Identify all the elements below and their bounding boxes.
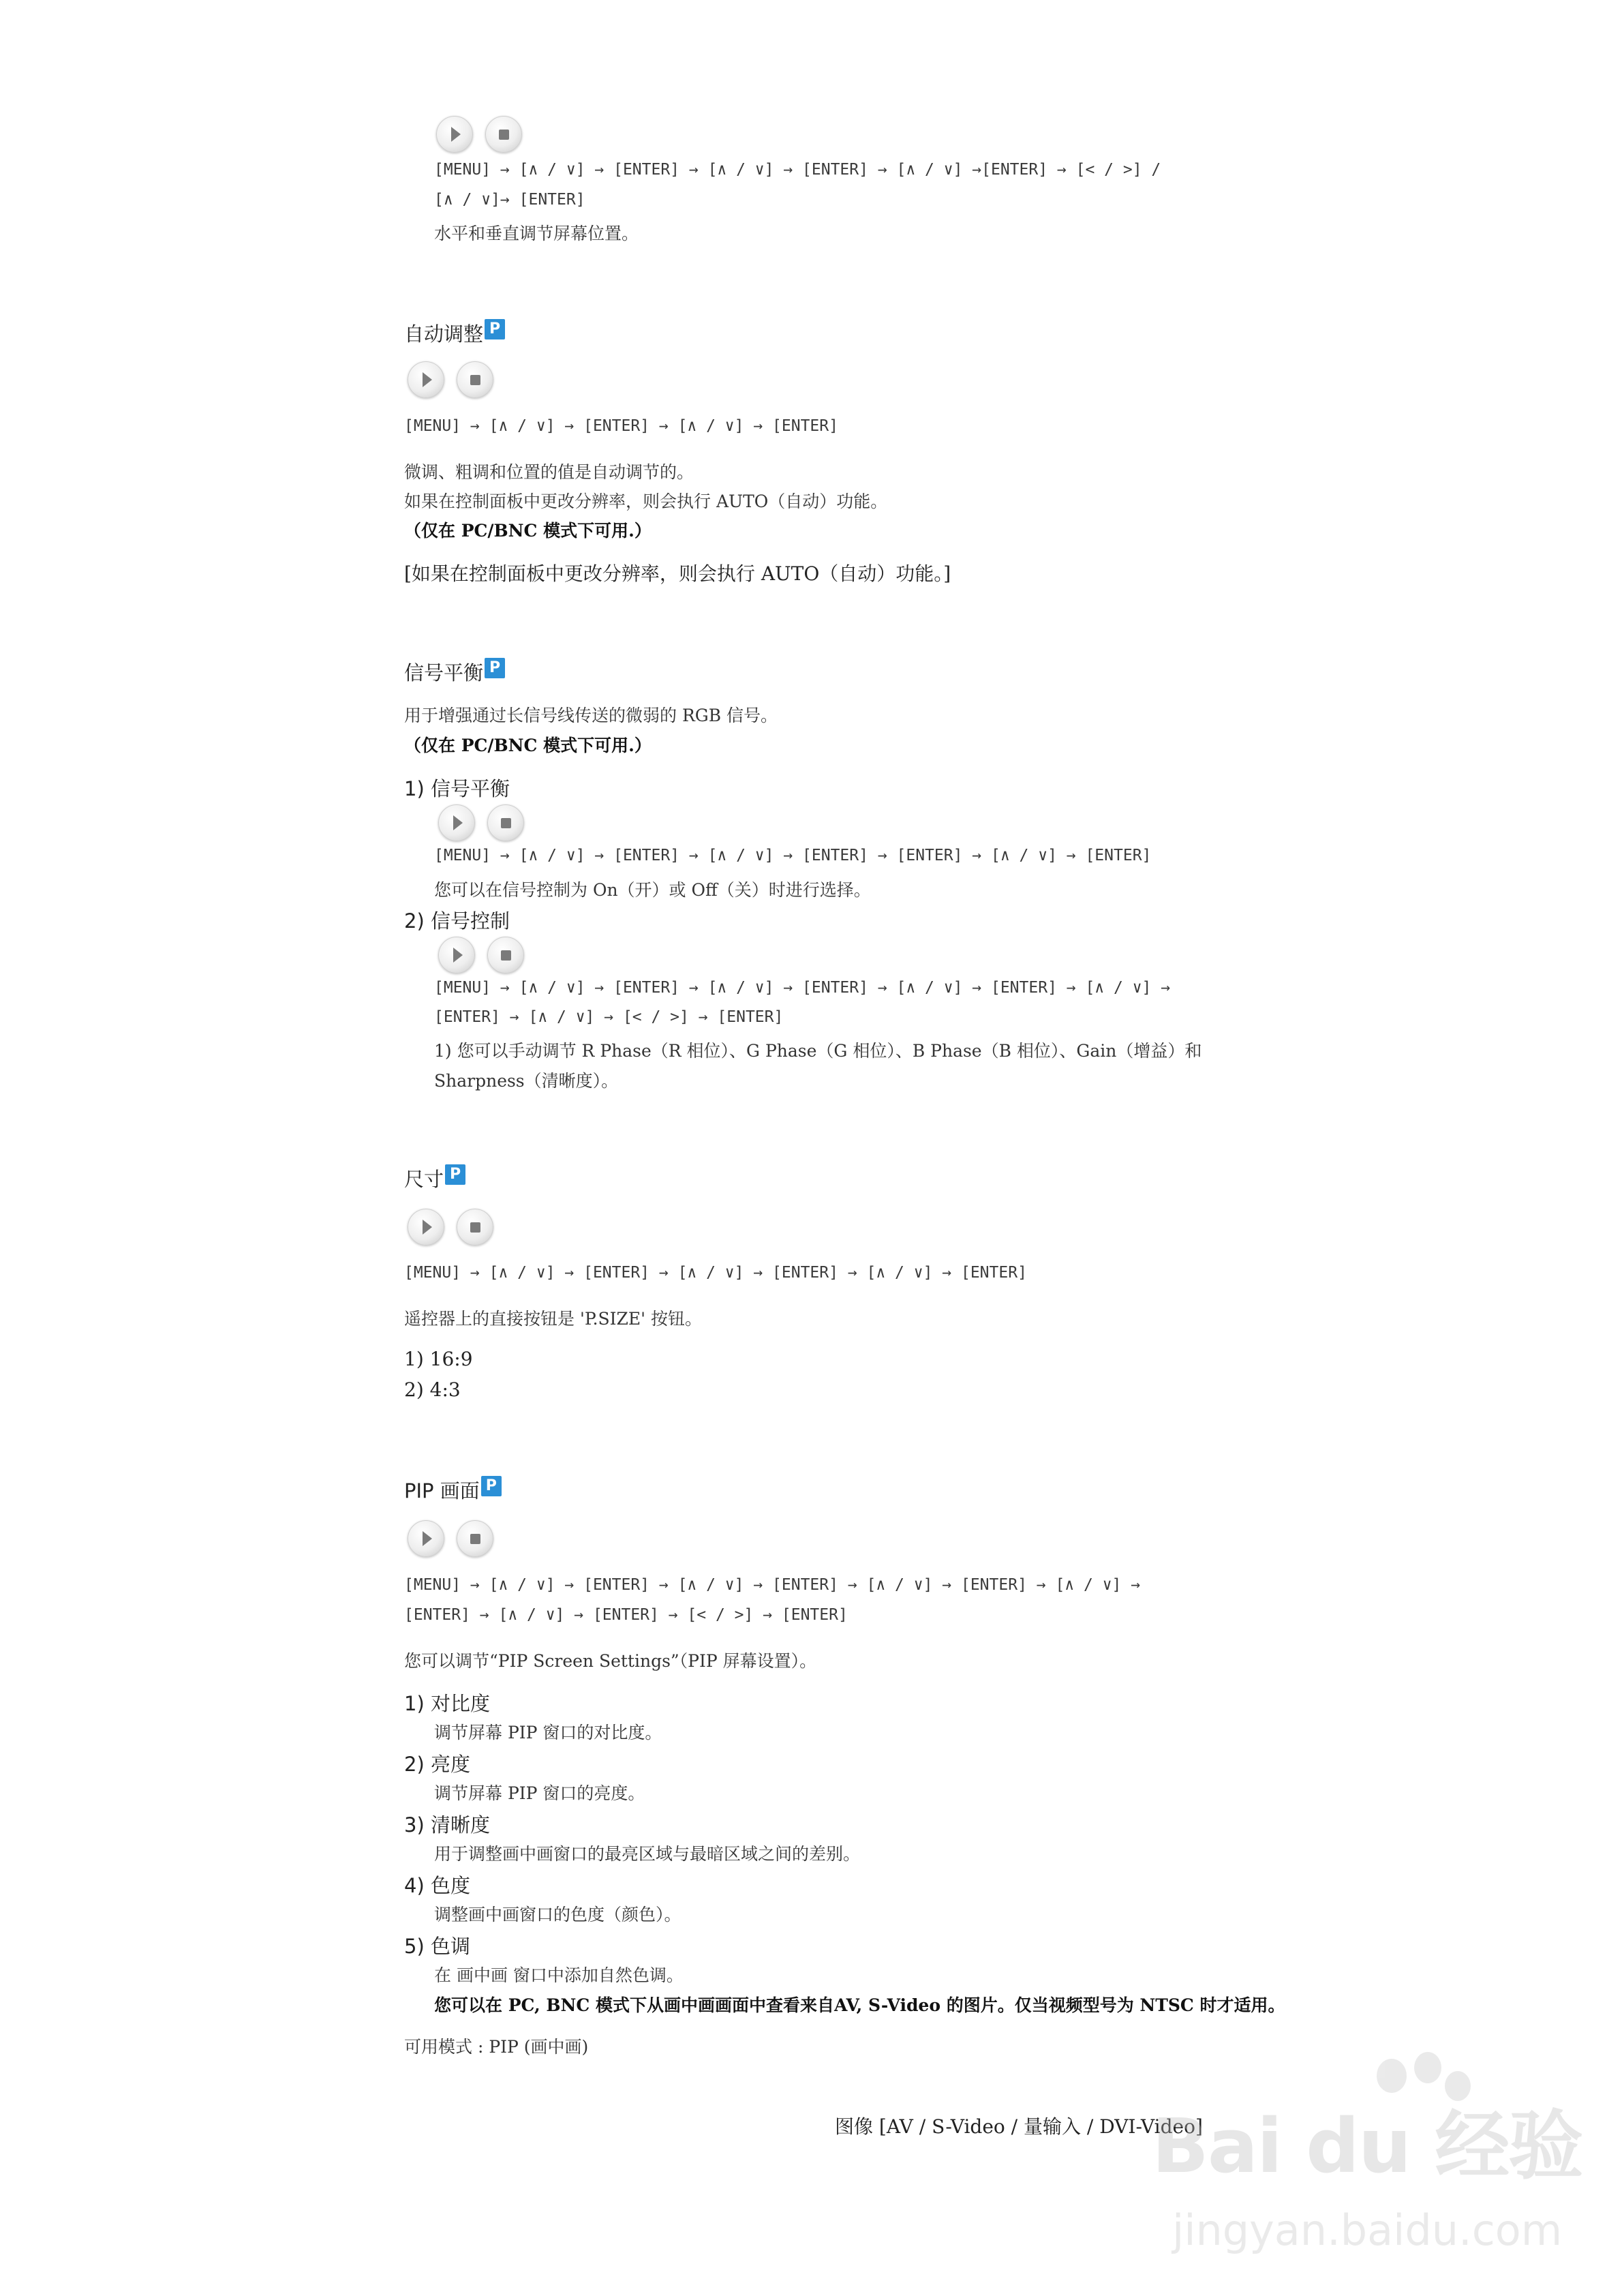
stop-icon xyxy=(487,804,524,841)
nav-sequence: [MENU] → [∧ / ∨] → [ENTER] → [∧ / ∨] → [ENTER] → [ENTER] → [∧ / ∨] → [ENTER] xyxy=(434,847,1152,864)
nav-sequence: [MENU] → [∧ / ∨] → [ENTER] → [∧ / ∨] → [ENTER] → [∧ / ∨] → [ENTER] → [∧ / ∨] → xyxy=(404,1576,1141,1594)
playback-buttons xyxy=(438,937,534,975)
p-badge-icon: P xyxy=(445,1164,465,1185)
list-item-label: 4) 色度 xyxy=(404,1874,470,1897)
p-badge-icon: P xyxy=(485,658,505,678)
p-badge-icon: P xyxy=(481,1476,502,1496)
description-text: 1) 您可以手动调节 R Phase（R 相位）、G Phase（G 相位）、B Phase（B 相位）、Gain（增益）和 xyxy=(434,1041,1202,1061)
section-title-text: 尺寸 xyxy=(404,1168,444,1191)
nav-sequence: [∧ / ∨]→ [ENTER] xyxy=(434,191,585,209)
description-text: 您可以在信号控制为 On（开）或 Off（关）时进行选择。 xyxy=(434,880,871,900)
section-title-text: 自动调整 xyxy=(404,322,484,346)
nav-sequence: [MENU] → [∧ / ∨] → [ENTER] → [∧ / ∨] → [ENTER] → [∧ / ∨] → [ENTER] xyxy=(404,1264,1027,1282)
baidu-watermark xyxy=(1152,2059,1588,2277)
play-icon xyxy=(438,804,475,841)
mode-note: （仅在 PC/BNC 模式下可用.） xyxy=(404,521,652,541)
nav-sequence: [ENTER] → [∧ / ∨] → [ENTER] → [< / >] → [ENTER] xyxy=(404,1606,848,1624)
list-item-label: 2) 信号控制 xyxy=(404,909,510,933)
mode-note: （仅在 PC/BNC 模式下可用.） xyxy=(404,736,652,755)
stop-icon xyxy=(457,1209,493,1245)
pip-note: 您可以在 PC, BNC 模式下从画中画画面中查看来自AV, S-Video 的图片。仅当视频型号为 NTSC 时才适用。 xyxy=(434,1995,1285,2015)
description-text: 用于增强通过长信号线传送的微弱的 RGB 信号。 xyxy=(404,706,778,725)
list-item-desc: 用于调整画中画窗口的最亮区域与最暗区域之间的差别。 xyxy=(434,1844,861,1864)
description-text: 水平和垂直调节屏幕位置。 xyxy=(434,224,639,243)
nav-sequence: [MENU] → [∧ / ∨] → [ENTER] → [∧ / ∨] → [ENTER] → [∧ / ∨] → [ENTER] → [∧ / ∨] → xyxy=(434,979,1171,997)
playback-buttons xyxy=(438,804,534,843)
section-title-size xyxy=(404,1164,465,1192)
list-item-label: 1) 对比度 xyxy=(404,1692,490,1715)
description-text: 您可以调节“PIP Screen Settings”（PIP 屏幕设置）。 xyxy=(404,1651,817,1671)
list-item-desc: 调节屏幕 PIP 窗口的亮度。 xyxy=(434,1783,645,1803)
playback-buttons xyxy=(408,361,503,399)
p-badge-icon: P xyxy=(485,319,505,339)
play-icon xyxy=(408,1520,444,1557)
play-icon xyxy=(436,116,473,153)
watermark-brand: Bai du 经验 xyxy=(1152,2102,1582,2190)
nav-sequence: [MENU] → [∧ / ∨] → [ENTER] → [∧ / ∨] → [ENTER] → [∧ / ∨] →[ENTER] → [< / >] / xyxy=(434,161,1161,179)
section-title-text: PIP 画面 xyxy=(404,1479,480,1502)
watermark-url: jingyan.baidu.com xyxy=(1172,2205,1563,2255)
list-item-label: 1) 信号平衡 xyxy=(404,777,510,800)
list-item-option: 2) 4:3 xyxy=(404,1378,461,1401)
play-icon xyxy=(438,937,475,973)
list-item-desc: 调节屏幕 PIP 窗口的对比度。 xyxy=(434,1723,662,1742)
stop-icon xyxy=(457,1520,493,1557)
list-item-desc: 调整画中画窗口的色度（颜色）。 xyxy=(434,1905,682,1924)
play-icon xyxy=(408,1209,444,1245)
playback-buttons xyxy=(408,1520,503,1558)
stop-icon xyxy=(487,937,524,973)
playback-buttons xyxy=(436,116,532,154)
list-item-label: 2) 亮度 xyxy=(404,1753,470,1776)
list-item-option: 1) 16:9 xyxy=(404,1348,473,1370)
section-title-text: 信号平衡 xyxy=(404,661,484,684)
list-item-desc: 在 画中画 窗口中添加自然色调。 xyxy=(434,1965,684,1985)
footer-caption: 图像 [AV / S-Video / 量输入 / DVI-Video] xyxy=(835,2115,1203,2138)
list-item-label: 3) 清晰度 xyxy=(404,1813,490,1837)
paw-icon xyxy=(1414,2052,1441,2083)
nav-sequence: [MENU] → [∧ / ∨] → [ENTER] → [∧ / ∨] → [ENTER] xyxy=(404,417,838,435)
stop-icon xyxy=(485,116,522,153)
stop-icon xyxy=(457,361,493,398)
description-text: 微调、粗调和位置的值是自动调节的。 xyxy=(404,462,694,482)
description-text: 如果在控制面板中更改分辨率，则会执行 AUTO（自动）功能。 xyxy=(404,492,888,511)
playback-buttons xyxy=(408,1209,503,1247)
bracket-note: [如果在控制面板中更改分辨率，则会执行 AUTO（自动）功能。] xyxy=(404,562,951,585)
description-text: 遥控器上的直接按钮是 'P.SIZE' 按钮。 xyxy=(404,1309,702,1329)
section-title-signal-balance xyxy=(404,658,505,686)
section-title-pip xyxy=(404,1476,502,1504)
nav-sequence: [ENTER] → [∧ / ∨] → [< / >] → [ENTER] xyxy=(434,1008,784,1026)
available-mode: 可用模式 : PIP (画中画) xyxy=(404,2037,589,2057)
section-title-auto-adjust xyxy=(404,319,505,347)
play-icon xyxy=(408,361,444,398)
description-text: Sharpness（清晰度）。 xyxy=(434,1071,619,1091)
list-item-label: 5) 色调 xyxy=(404,1935,470,1958)
